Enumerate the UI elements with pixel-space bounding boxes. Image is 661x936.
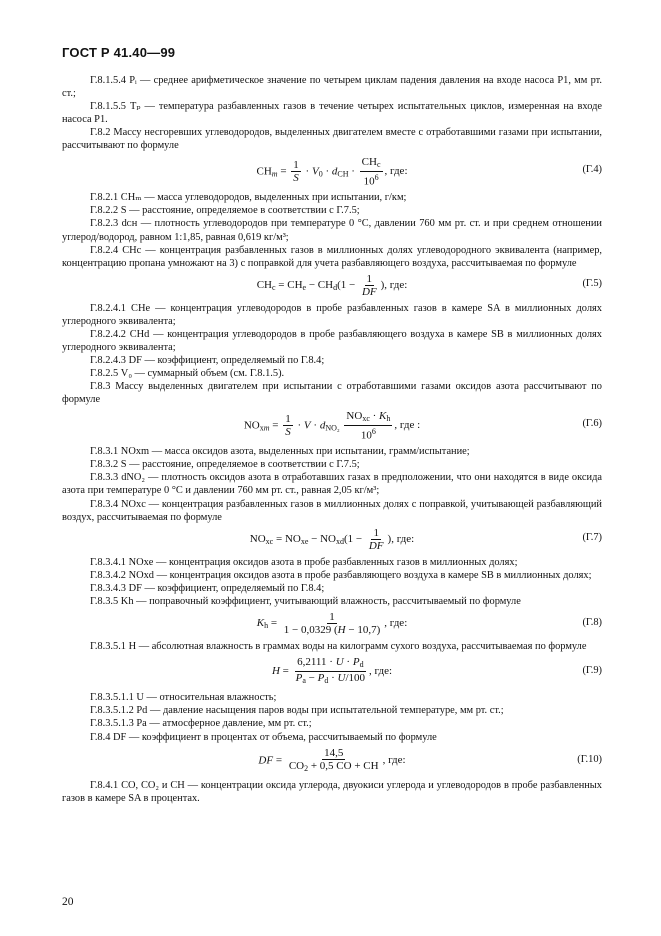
paragraph: Г.8.3 Массу выделенных двигателем при испытании с отработавшими газами оксидов азота рассчитывают по формуле <box>62 381 602 406</box>
formula-g7: $NO_{xc} = NO_{xe} - NO_{xd}(1$ − $\frac{1}{DF}$ ) , где: (Г.7) <box>249 526 602 552</box>
paragraph: Г.8.1.5.5 Tₚ — температура разбавленных газов в течение четырех испытательных циклов, измеренная на входе насоса P1. <box>62 101 602 126</box>
paragraph: Г.8.3.5 Kh — поправочный коэффициент, учитывающий влажность, рассчитываемый по формуле <box>90 596 521 608</box>
formula-g8: $K_h$ = $\frac{1}{1 - 0,0329 (H - 10,7)}$ , где: (Г.8) <box>256 611 602 637</box>
paragraph: Г.8.2.4.3 DF — коэффициент, определяемый по Г.8.4; <box>90 355 325 367</box>
paragraph: Г.8.3.4.3 DF — коэффициент, определяемый по Г.8.4; <box>90 582 325 594</box>
paragraph: Г.8.4 DF — коэффициент в процентах от объема, рассчитываемый по формуле <box>90 731 437 743</box>
formula-number: (Г.4) <box>582 164 602 176</box>
paragraph: Г.8.3.4.1 NOxe — концентрация оксидов азота в пробе разбавленных газов в миллионных долях; <box>90 556 518 568</box>
paragraph: Г.8.4.1 CO, CO₂ и CH — концентрации оксида углерода, двуокиси углерода и углеводородов в пробе разбавленных газов в камере SA в процентах. <box>62 779 602 804</box>
paragraph: Г.8.3.5.1.1 U — относительная влажность; <box>90 692 277 704</box>
paragraph: Г.8.2.4.1 CHe — концентрация углеводородов в пробе разбавленных газов в камере SA в миллионных долях углеродного эквивалента; <box>62 302 602 327</box>
paragraph: Г.8.2.3 dᴄʜ — плотность углеводородов при температуре 0 °С, давлении 760 мм рт. ст. и при среднем отношении углерод/водород, равном 1:1,85, равная 0,619 кг/м³; <box>62 218 602 243</box>
formula-suffix: , где: <box>391 532 415 545</box>
paragraph: Г.8.2.1 CHₘ — масса углеводородов, выделенных при испытании, г/км; <box>90 192 407 204</box>
formula-number: (Г.9) <box>582 664 602 676</box>
formula-suffix: , где: <box>384 164 408 177</box>
paragraph: Г.8.3.5.1 H — абсолютная влажность в граммах воды на килограмм сухого воздуха, рассчитываемая по формуле <box>90 641 587 653</box>
document-body <box>62 74 602 805</box>
formula-g4: $CH_m$ = $\frac{1}{S}$ · $V_0 \cdot d_{CH}$ · $\frac{CH_c}{10^6}$ , где: (Г.4) <box>256 155 602 188</box>
formula-number: (Г.6) <box>582 418 602 430</box>
formula-g9: H = $\frac{6,2111 \cdot U \cdot P_d}{P_a - P_d \cdot U/100}$ , где: (Г.9) <box>271 656 602 686</box>
page-number: 20 <box>62 896 74 908</box>
paragraph: Г.8.2.4 CHc — концентрация разбавленных газов в миллионных долях углеводородного эквивалента (например, концентрацию пропана умножают на 3) с поправкой для учета разбавляющего воздуха, рассчитываемая по формуле <box>62 244 602 269</box>
paragraph: Г.8.3.2 S — расстояние, определяемое в соответствии с Г.7.5; <box>90 459 360 471</box>
formula-number: (Г.5) <box>582 278 602 290</box>
paragraph: Г.8.3.4.2 NOxd — концентрация оксидов азота в пробе разбавляющего воздуха в камере SB в миллионных долях; <box>90 569 592 581</box>
formula-suffix: , где: <box>382 754 406 767</box>
formula-g5: $CH_c = CH_e - CH_d(1$ − $\frac{1}{DF}$ ) , где: (Г.5) <box>256 272 602 298</box>
paragraph: Г.8.3.5.1.2 Pd — давление насыщения паров воды при испытательной температуре, мм рт. ст.; <box>90 705 504 717</box>
formula-suffix: , где : <box>394 418 421 431</box>
formula-suffix: , где: <box>369 665 393 678</box>
paragraph: Г.8.3.3 dNO₂ — плотность оксидов азота в отработавших газах в предположении, что они находятся в виде оксида азота при температуре 0 °С и давлении 760 мм рт. ст., равная 2,05 кг/м³; <box>62 472 602 497</box>
paragraph: Г.8.2.4.2 CHd — концентрация углеводородов в пробе разбавляющего воздуха в камере SB в миллионных долях углеродного эквивалента; <box>62 328 602 354</box>
paragraph: Г.8.3.4 NOxc — концентрация разбавленных газов в миллионных долях с поправкой, учитывающей разбавляющий воздух, рассчитываемая по формуле <box>62 498 602 523</box>
paragraph: Г.8.3.5.1.3 Pa — атмосферное давление, мм рт. ст.; <box>90 718 312 730</box>
formula-number: (Г.7) <box>582 532 602 544</box>
formula-suffix: , где: <box>384 278 408 291</box>
paragraph: Г.8.3.1 NOxm — масса оксидов азота, выделенных при испытании, грамм/испытание; <box>90 446 470 458</box>
document-header: ГОСТ Р 41.40—99 <box>62 45 176 60</box>
paragraph: Г.8.2 Массу несгоревших углеводородов, выделенных двигателем вместе с отработавшими газами при испытании, рассчитывают по формуле <box>62 127 602 152</box>
formula-number: (Г.8) <box>582 616 602 628</box>
formula-g6: $NO_{xm}$ = $\frac{1}{S}$ · $V \cdot d_{NO_2}$ $\frac{NO_{xc} \cdot K_h}{10^6}$ , где : (Г.6) <box>243 409 602 442</box>
formula-number: (Г.10) <box>577 753 602 765</box>
formula-g10: DF = $\frac{14,5}{CO_2 + 0,5 CO + CH}$ , где: (Г.10) <box>258 746 602 773</box>
paragraph: Г.8.2.5 V₀ — суммарный объем (см. Г.8.1.5). <box>90 368 285 380</box>
formula-suffix: , где: <box>384 617 408 630</box>
paragraph: Г.8.1.5.4 Pᵢ — среднее арифметическое значение по четырем циклам падения давления на входе насоса P1, мм рт. ст.; <box>62 75 602 100</box>
paragraph: Г.8.2.2 S — расстояние, определяемое в соответствии с Г.7.5; <box>90 205 360 217</box>
